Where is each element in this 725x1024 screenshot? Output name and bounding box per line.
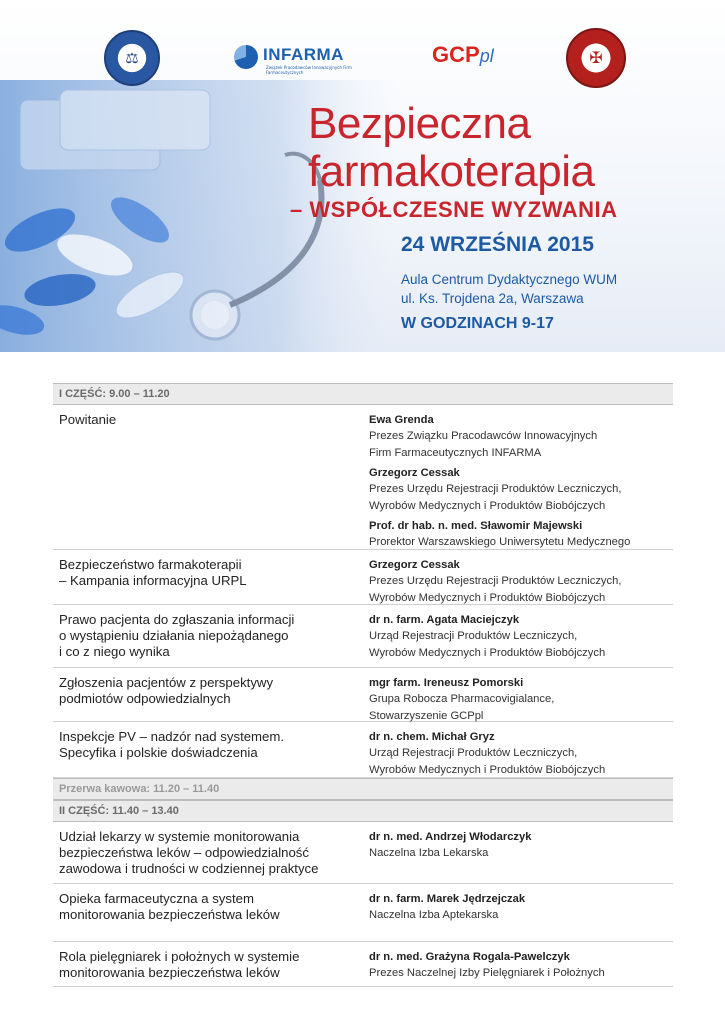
part-2-rows [53, 822, 673, 987]
coffee-break-row: Przerwa kawowa: 11.20 – 11.40 [53, 778, 673, 800]
infarma-name: INFARMA [263, 45, 344, 64]
part-2-header: II CZĘŚĆ: 11.40 – 13.40 [53, 800, 673, 822]
agenda-row [53, 550, 673, 605]
speaker-entry [369, 612, 673, 661]
speaker-role: Grupa Robocza Pharmacovigialance, Stowarzyszenie GCPpl [369, 693, 555, 722]
venue-line-1: Aula Centrum Dydaktycznego WUM [401, 272, 618, 287]
speaker-role: Naczelna Izba Aptekarska [369, 909, 499, 921]
speaker-role: Urząd Rejestracji Produktów Leczniczych, Wyrobów Medycznych i Produktów Biobójczych [369, 630, 606, 659]
speaker-role: Naczelna Izba Lekarska [369, 847, 489, 859]
header-banner [0, 0, 725, 352]
agenda-topic: Inspekcje PV – nadzór nad systemem. Specyfika i polskie doświadczenia [59, 729, 285, 760]
title-line-2: farmakoterapia [308, 147, 595, 196]
speaker-name: dr n. med. Andrzej Włodarczyk [369, 831, 532, 843]
agenda-row [53, 605, 673, 668]
speaker-name: Grzegorz Cessak [369, 467, 460, 479]
part-1-rows [53, 405, 673, 778]
venue-line-2: ul. Ks. Trojdena 2a, Warszawa [401, 291, 584, 306]
speaker-name: dr n. chem. Michał Gryz [369, 731, 495, 743]
agenda-topic: Bezpieczeństwo farmakoterapii – Kampania informacyjna URPL [59, 557, 247, 588]
agenda-speakers [369, 942, 673, 986]
infarma-partner-text: Związek Pracodawców Innowacyjnych Firm Farmaceutycznych [266, 65, 352, 75]
speaker-entry [369, 891, 673, 924]
agenda-topic: Zgłoszenia pacjentów z perspektywy podmiotów odpowiedzialnych [59, 675, 274, 706]
agenda-topic: Prawo pacjenta do zgłaszania informacji o wystąpieniu działania niepożądanego i co z niego wynika [59, 612, 295, 659]
agenda-row [53, 884, 673, 942]
agenda-speakers [369, 822, 673, 883]
agenda-speakers [369, 884, 673, 941]
speaker-entry [369, 412, 673, 461]
agenda-topic: Opieka farmaceutyczna a system monitorowania bezpieczeństwa leków [59, 891, 280, 922]
speaker-name: mgr farm. Ireneusz Pomorski [369, 677, 524, 689]
event-venue [401, 270, 617, 308]
agenda-speakers [369, 605, 673, 667]
title-line-1: Bezpieczna [308, 99, 531, 148]
university-seal-logo: ⚖ [104, 30, 160, 86]
speaker-role: Prezes Urzędu Rejestracji Produktów Leczniczych, Wyrobów Medycznych i Produktów Biobójczych [369, 483, 622, 512]
speaker-entry [369, 465, 673, 514]
speaker-entry [369, 675, 673, 724]
event-subtitle: – WSPÓŁCZESNE WYZWANIA [290, 197, 618, 222]
agenda-row [53, 668, 673, 722]
event-date: 24 WRZEŚNIA 2015 [401, 233, 594, 256]
speaker-entry [369, 557, 673, 606]
agenda-row [53, 405, 673, 550]
gcppl-logo [432, 42, 494, 68]
agenda-topic: Powitanie [59, 412, 117, 427]
event-hours: W GODZINACH 9-17 [401, 315, 554, 332]
agenda-speakers [369, 668, 673, 721]
speaker-name: dr n. med. Grażyna Rogala-Pawelczyk [369, 951, 570, 963]
speaker-role: Prezes Urzędu Rejestracji Produktów Leczniczych, Wyrobów Medycznych i Produktów Biobójczych [369, 575, 622, 604]
agenda-row [53, 722, 673, 778]
gcp-main: GCP [432, 42, 480, 67]
speaker-role: Prezes Związku Pracodawców Innowacyjnych Firm Farmaceutycznych INFARMA [369, 430, 598, 459]
speaker-entry [369, 729, 673, 778]
gcp-suffix: pl [479, 46, 494, 66]
agenda-speakers [369, 722, 673, 777]
infarma-circle-icon [234, 45, 258, 69]
eagle-emblem-logo: ✠ [566, 28, 626, 88]
speaker-entry [369, 949, 673, 982]
agenda-row [53, 942, 673, 987]
agenda-table [53, 383, 673, 987]
speaker-name: Prof. dr hab. n. med. Sławomir Majewski [369, 520, 583, 532]
speaker-role: Prezes Naczelnej Izby Pielęgniarek i Położnych [369, 967, 605, 979]
agenda-speakers [369, 405, 673, 549]
agenda-topic: Udział lekarzy w systemie monitorowania bezpieczeństwa leków – odpowiedzialność zawodowa i trudności w codziennej praktyce [59, 829, 319, 876]
part-1-header: I CZĘŚĆ: 9.00 – 11.20 [53, 383, 673, 405]
speaker-entry [369, 518, 673, 551]
agenda-speakers [369, 550, 673, 604]
speaker-name: Ewa Grenda [369, 414, 434, 426]
speaker-name: Grzegorz Cessak [369, 559, 460, 571]
speaker-role: Urząd Rejestracji Produktów Leczniczych, Wyrobów Medycznych i Produktów Biobójczych [369, 747, 606, 776]
speaker-entry [369, 829, 673, 862]
speaker-name: dr n. farm. Marek Jędrzejczak [369, 893, 526, 905]
event-title [308, 100, 594, 196]
agenda-topic: Rola pielęgniarek i położnych w systemie monitorowania bezpieczeństwa leków [59, 949, 300, 980]
speaker-name: dr n. farm. Agata Maciejczyk [369, 614, 520, 626]
speaker-role: Prorektor Warszawskiego Uniwersytetu Medycznego [369, 536, 631, 548]
agenda-row [53, 822, 673, 884]
infarma-logo [234, 43, 358, 77]
